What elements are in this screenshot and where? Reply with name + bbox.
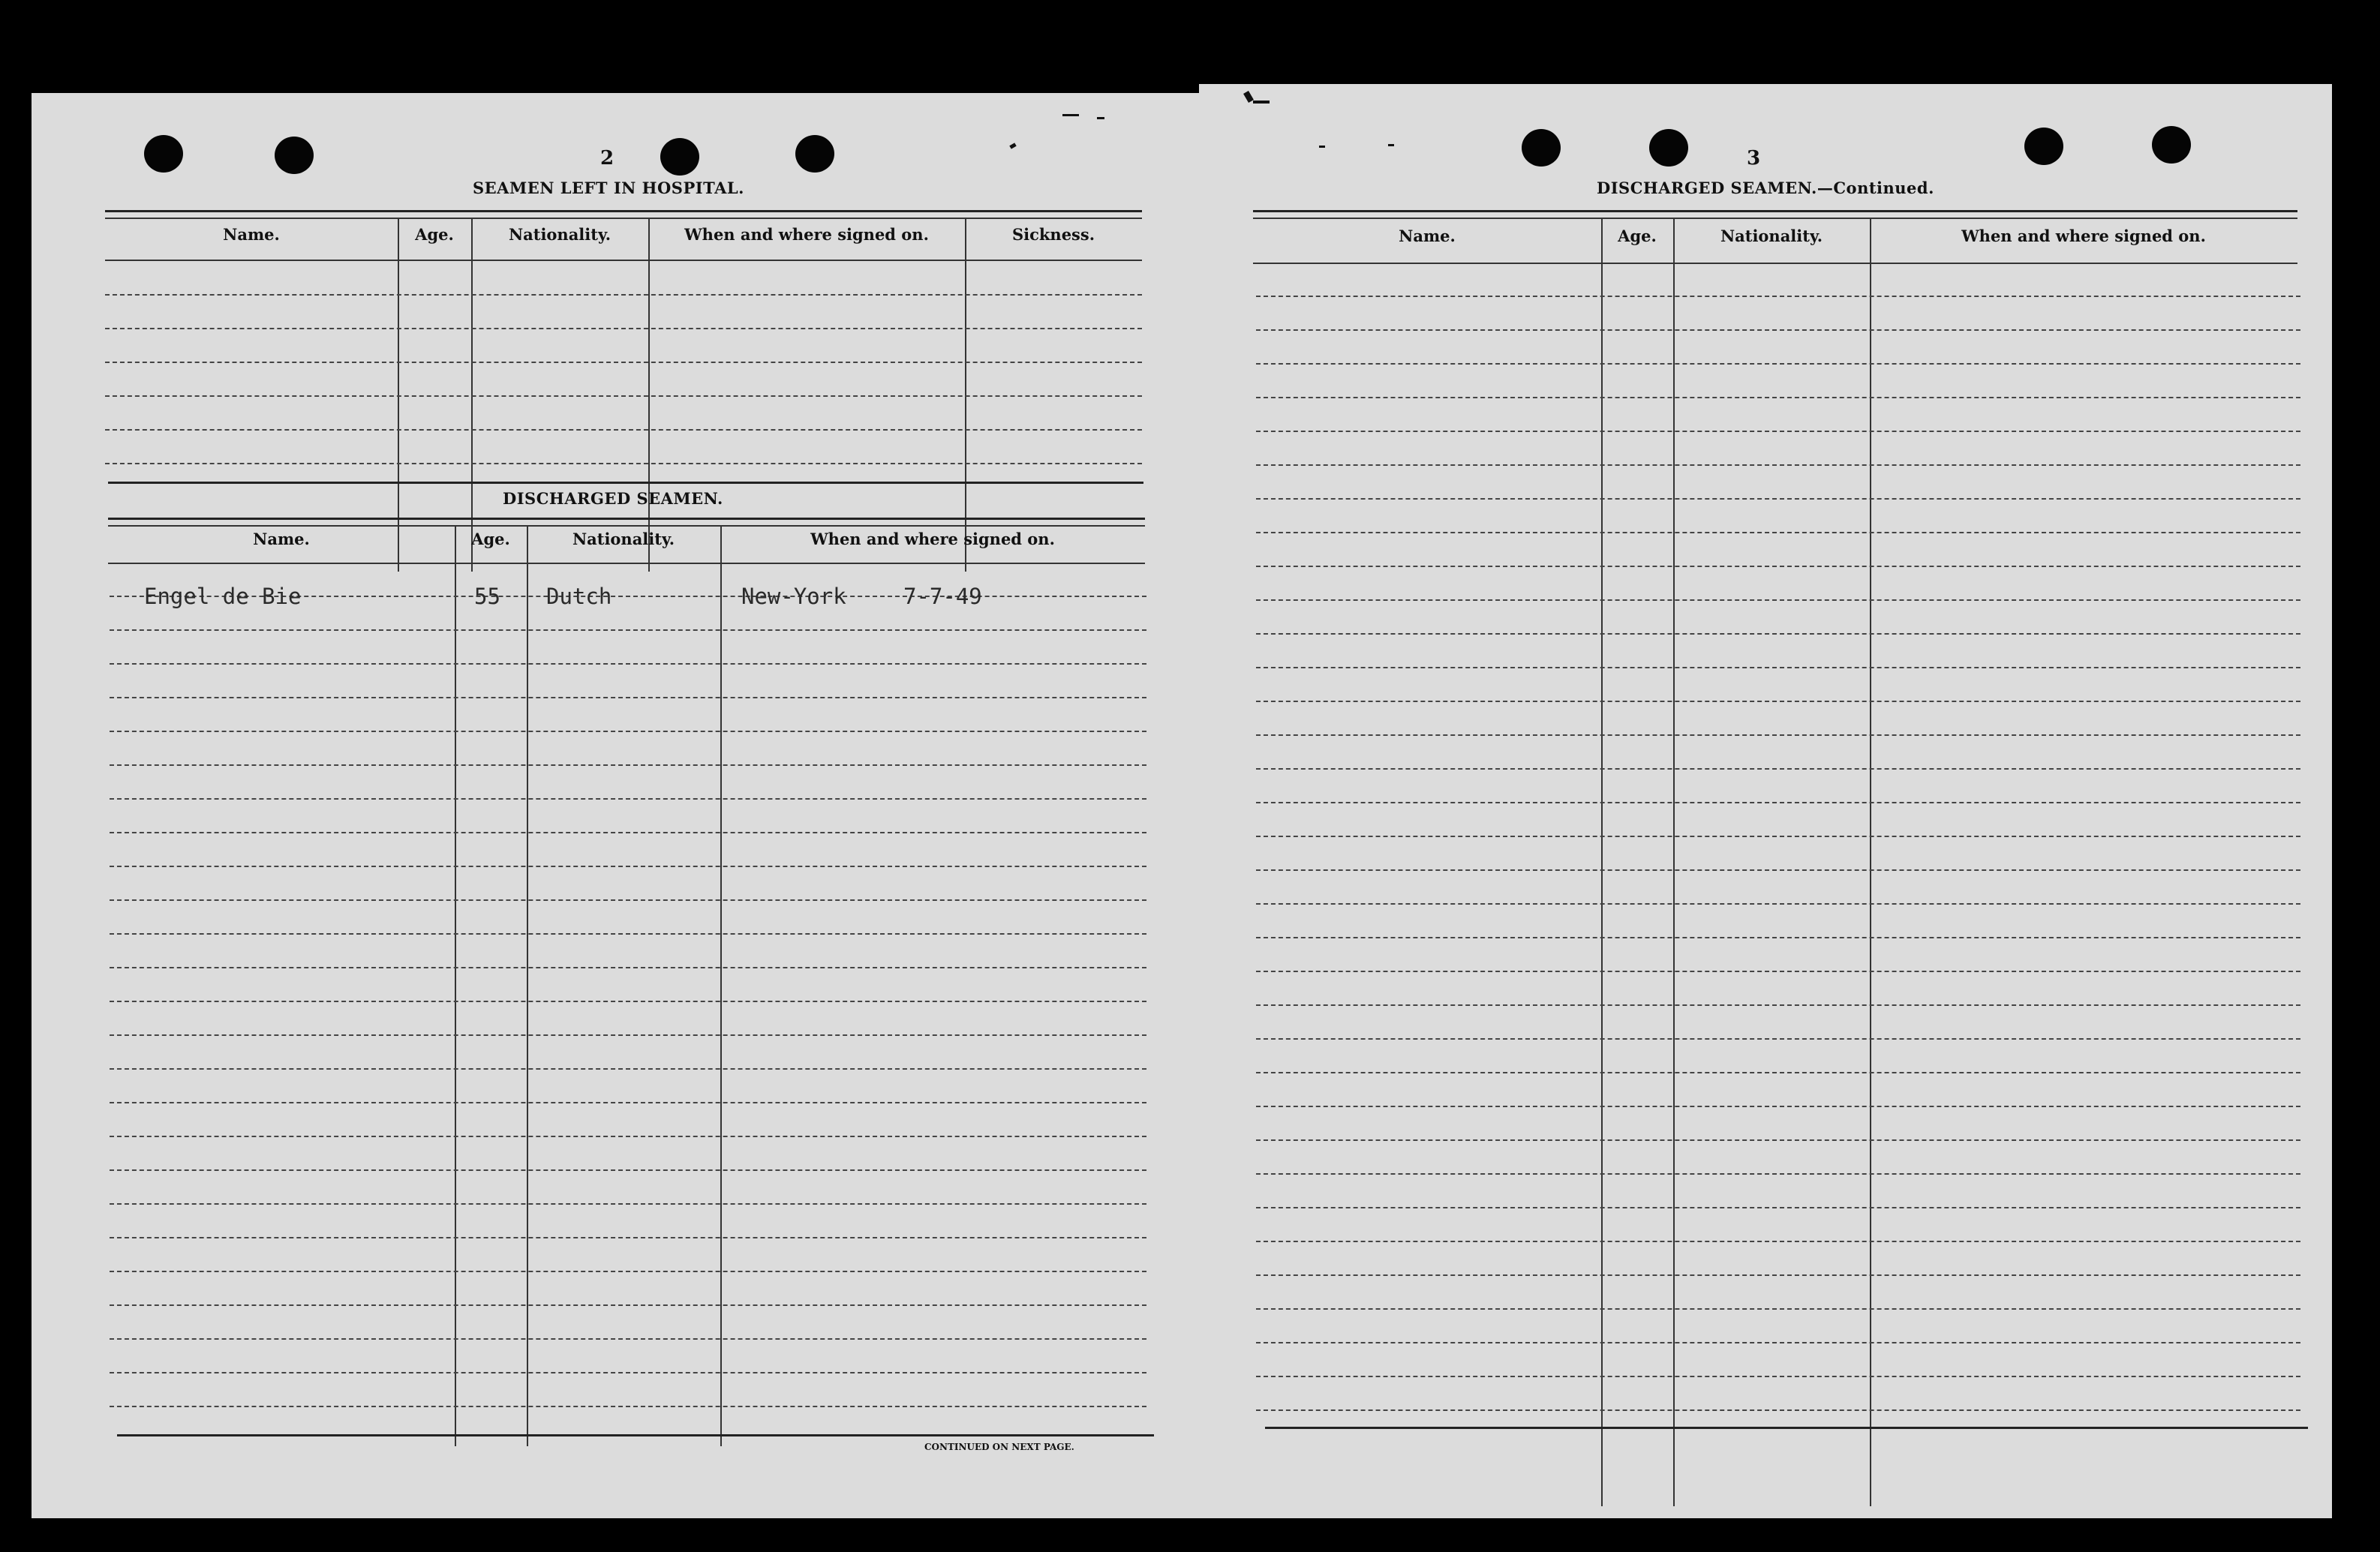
ruled-row-line xyxy=(110,798,1146,800)
ruled-row-line xyxy=(110,1372,1146,1373)
table-rule xyxy=(105,218,1142,219)
ruled-row-line xyxy=(1256,296,2300,297)
ruled-row-line xyxy=(105,395,1142,397)
punch-hole xyxy=(660,138,699,176)
seaman-nationality: Dutch xyxy=(546,584,612,609)
punch-hole xyxy=(795,135,834,173)
ruled-row-line xyxy=(110,1338,1146,1340)
column-header-age: Age. xyxy=(1618,227,1657,245)
seaman-name: Engel de Bie xyxy=(144,584,302,609)
header-underline xyxy=(1253,263,2297,264)
ruled-row-line xyxy=(110,1271,1146,1272)
ruled-row-line xyxy=(110,1237,1146,1238)
ruled-row-line xyxy=(110,1304,1146,1306)
header-underline xyxy=(105,260,1142,261)
ruled-row-line xyxy=(1256,802,2300,803)
ruled-row-line xyxy=(110,832,1146,833)
ruled-row-line xyxy=(1256,532,2300,533)
ruled-row-line xyxy=(1256,1342,2300,1343)
speck xyxy=(1388,144,1394,146)
ruled-row-line xyxy=(1256,363,2300,365)
ruled-row-line xyxy=(110,899,1146,901)
ruled-row-line xyxy=(1256,1139,2300,1141)
speck xyxy=(1319,146,1325,148)
section-title-hospital: SEAMEN LEFT IN HOSPITAL. xyxy=(473,179,744,197)
column-header-name: Name. xyxy=(253,530,310,548)
ruled-row-line xyxy=(110,866,1146,867)
ruled-row-line xyxy=(1256,768,2300,770)
ruled-row-line xyxy=(1256,701,2300,702)
ruled-row-line xyxy=(110,1001,1146,1002)
table-rule xyxy=(1253,218,2297,219)
speck xyxy=(1062,114,1079,116)
table-rule xyxy=(108,525,1145,527)
ruled-row-line xyxy=(110,1034,1146,1036)
ruled-row-line xyxy=(1256,1308,2300,1310)
ruled-row-line xyxy=(105,294,1142,296)
ruled-row-line xyxy=(110,663,1146,665)
ruled-row-line xyxy=(1256,1038,2300,1040)
ruled-row-line xyxy=(110,1169,1146,1171)
seaman-age: 55 xyxy=(474,584,500,609)
ruled-row-line xyxy=(110,1068,1146,1070)
ruled-row-line xyxy=(110,1136,1146,1137)
ruled-row-line xyxy=(1256,599,2300,601)
ruled-row-line xyxy=(1256,1376,2300,1377)
ruled-row-line xyxy=(1256,734,2300,736)
page-number: 2 xyxy=(600,147,615,170)
ruled-row-line xyxy=(1256,1409,2300,1411)
table-rule xyxy=(108,482,1143,484)
page-number: 3 xyxy=(1747,147,1761,170)
column-header-nationality: Nationality. xyxy=(1720,227,1823,245)
punch-hole xyxy=(275,137,314,174)
ruled-row-line xyxy=(1256,329,2300,331)
ruled-row-line xyxy=(110,731,1146,732)
ruled-row-line xyxy=(110,1203,1146,1205)
ruled-row-line xyxy=(110,697,1146,698)
ruled-row-line xyxy=(105,429,1142,431)
ruled-row-line xyxy=(1256,464,2300,466)
ruled-row-line xyxy=(1256,937,2300,938)
ruled-row-line xyxy=(1256,1004,2300,1006)
ruled-row-line xyxy=(1256,903,2300,905)
table-rule xyxy=(1265,1427,2308,1429)
continued-note: CONTINUED ON NEXT PAGE. xyxy=(924,1442,1074,1452)
ruled-row-line xyxy=(110,764,1146,766)
column-header-age: Age. xyxy=(415,225,454,244)
column-header-name: Name. xyxy=(223,225,280,244)
ruled-row-line xyxy=(105,328,1142,329)
ruled-row-line xyxy=(1256,971,2300,972)
column-header-signed-on: When and where signed on. xyxy=(810,530,1055,548)
ruled-row-line xyxy=(110,629,1146,631)
header-underline xyxy=(108,563,1145,564)
signed-on-date: 7-7-49 xyxy=(903,584,982,609)
column-divider xyxy=(1601,218,1603,1506)
right-page xyxy=(1199,84,2332,1518)
ruled-row-line xyxy=(110,967,1146,968)
ruled-row-line xyxy=(1256,667,2300,668)
punch-hole xyxy=(2024,128,2063,165)
column-header-signed-on: When and where signed on. xyxy=(684,225,929,244)
column-header-name: Name. xyxy=(1399,227,1456,245)
speck xyxy=(1253,101,1270,104)
ruled-row-line xyxy=(105,463,1142,464)
column-header-signed-on: When and where signed on. xyxy=(1961,227,2206,245)
ruled-row-line xyxy=(1256,1241,2300,1242)
section-title-discharged: DISCHARGED SEAMEN. xyxy=(503,489,723,508)
ruled-row-line xyxy=(105,362,1142,363)
punch-hole xyxy=(1649,129,1688,167)
punch-hole xyxy=(1522,129,1561,167)
table-rule xyxy=(1253,210,2297,212)
speck xyxy=(1009,143,1016,149)
punch-hole xyxy=(2152,126,2191,164)
left-page xyxy=(32,93,1202,1518)
ruled-row-line xyxy=(110,1102,1146,1103)
ruled-row-line xyxy=(1256,431,2300,432)
ruled-row-line xyxy=(110,933,1146,935)
section-title-discharged-continued: DISCHARGED SEAMEN.—Continued. xyxy=(1597,179,1934,197)
ruled-row-line xyxy=(1256,633,2300,635)
column-divider xyxy=(1673,218,1675,1506)
table-rule xyxy=(117,1434,1154,1436)
ruled-row-line xyxy=(1256,397,2300,398)
column-header-nationality: Nationality. xyxy=(508,225,612,244)
ruled-row-line xyxy=(1256,836,2300,837)
punch-hole xyxy=(144,135,183,173)
speck xyxy=(1243,91,1254,103)
ruled-row-line xyxy=(110,1406,1146,1407)
column-header-age: Age. xyxy=(471,530,510,548)
column-divider xyxy=(1870,218,1871,1506)
ruled-row-line xyxy=(1256,1207,2300,1208)
signed-on-place: New-York xyxy=(741,584,846,609)
speck xyxy=(1097,117,1104,119)
ruled-row-line xyxy=(1256,1173,2300,1175)
ruled-row-line xyxy=(1256,498,2300,500)
ruled-row-line xyxy=(1256,869,2300,871)
column-header-sickness: Sickness. xyxy=(1011,225,1095,244)
table-rule xyxy=(108,518,1145,520)
ruled-row-line xyxy=(1256,1106,2300,1107)
ruled-row-line xyxy=(1256,566,2300,567)
table-rule xyxy=(105,210,1142,212)
column-header-nationality: Nationality. xyxy=(572,530,675,548)
ruled-row-line xyxy=(1256,1274,2300,1276)
ruled-row-line xyxy=(1256,1072,2300,1073)
